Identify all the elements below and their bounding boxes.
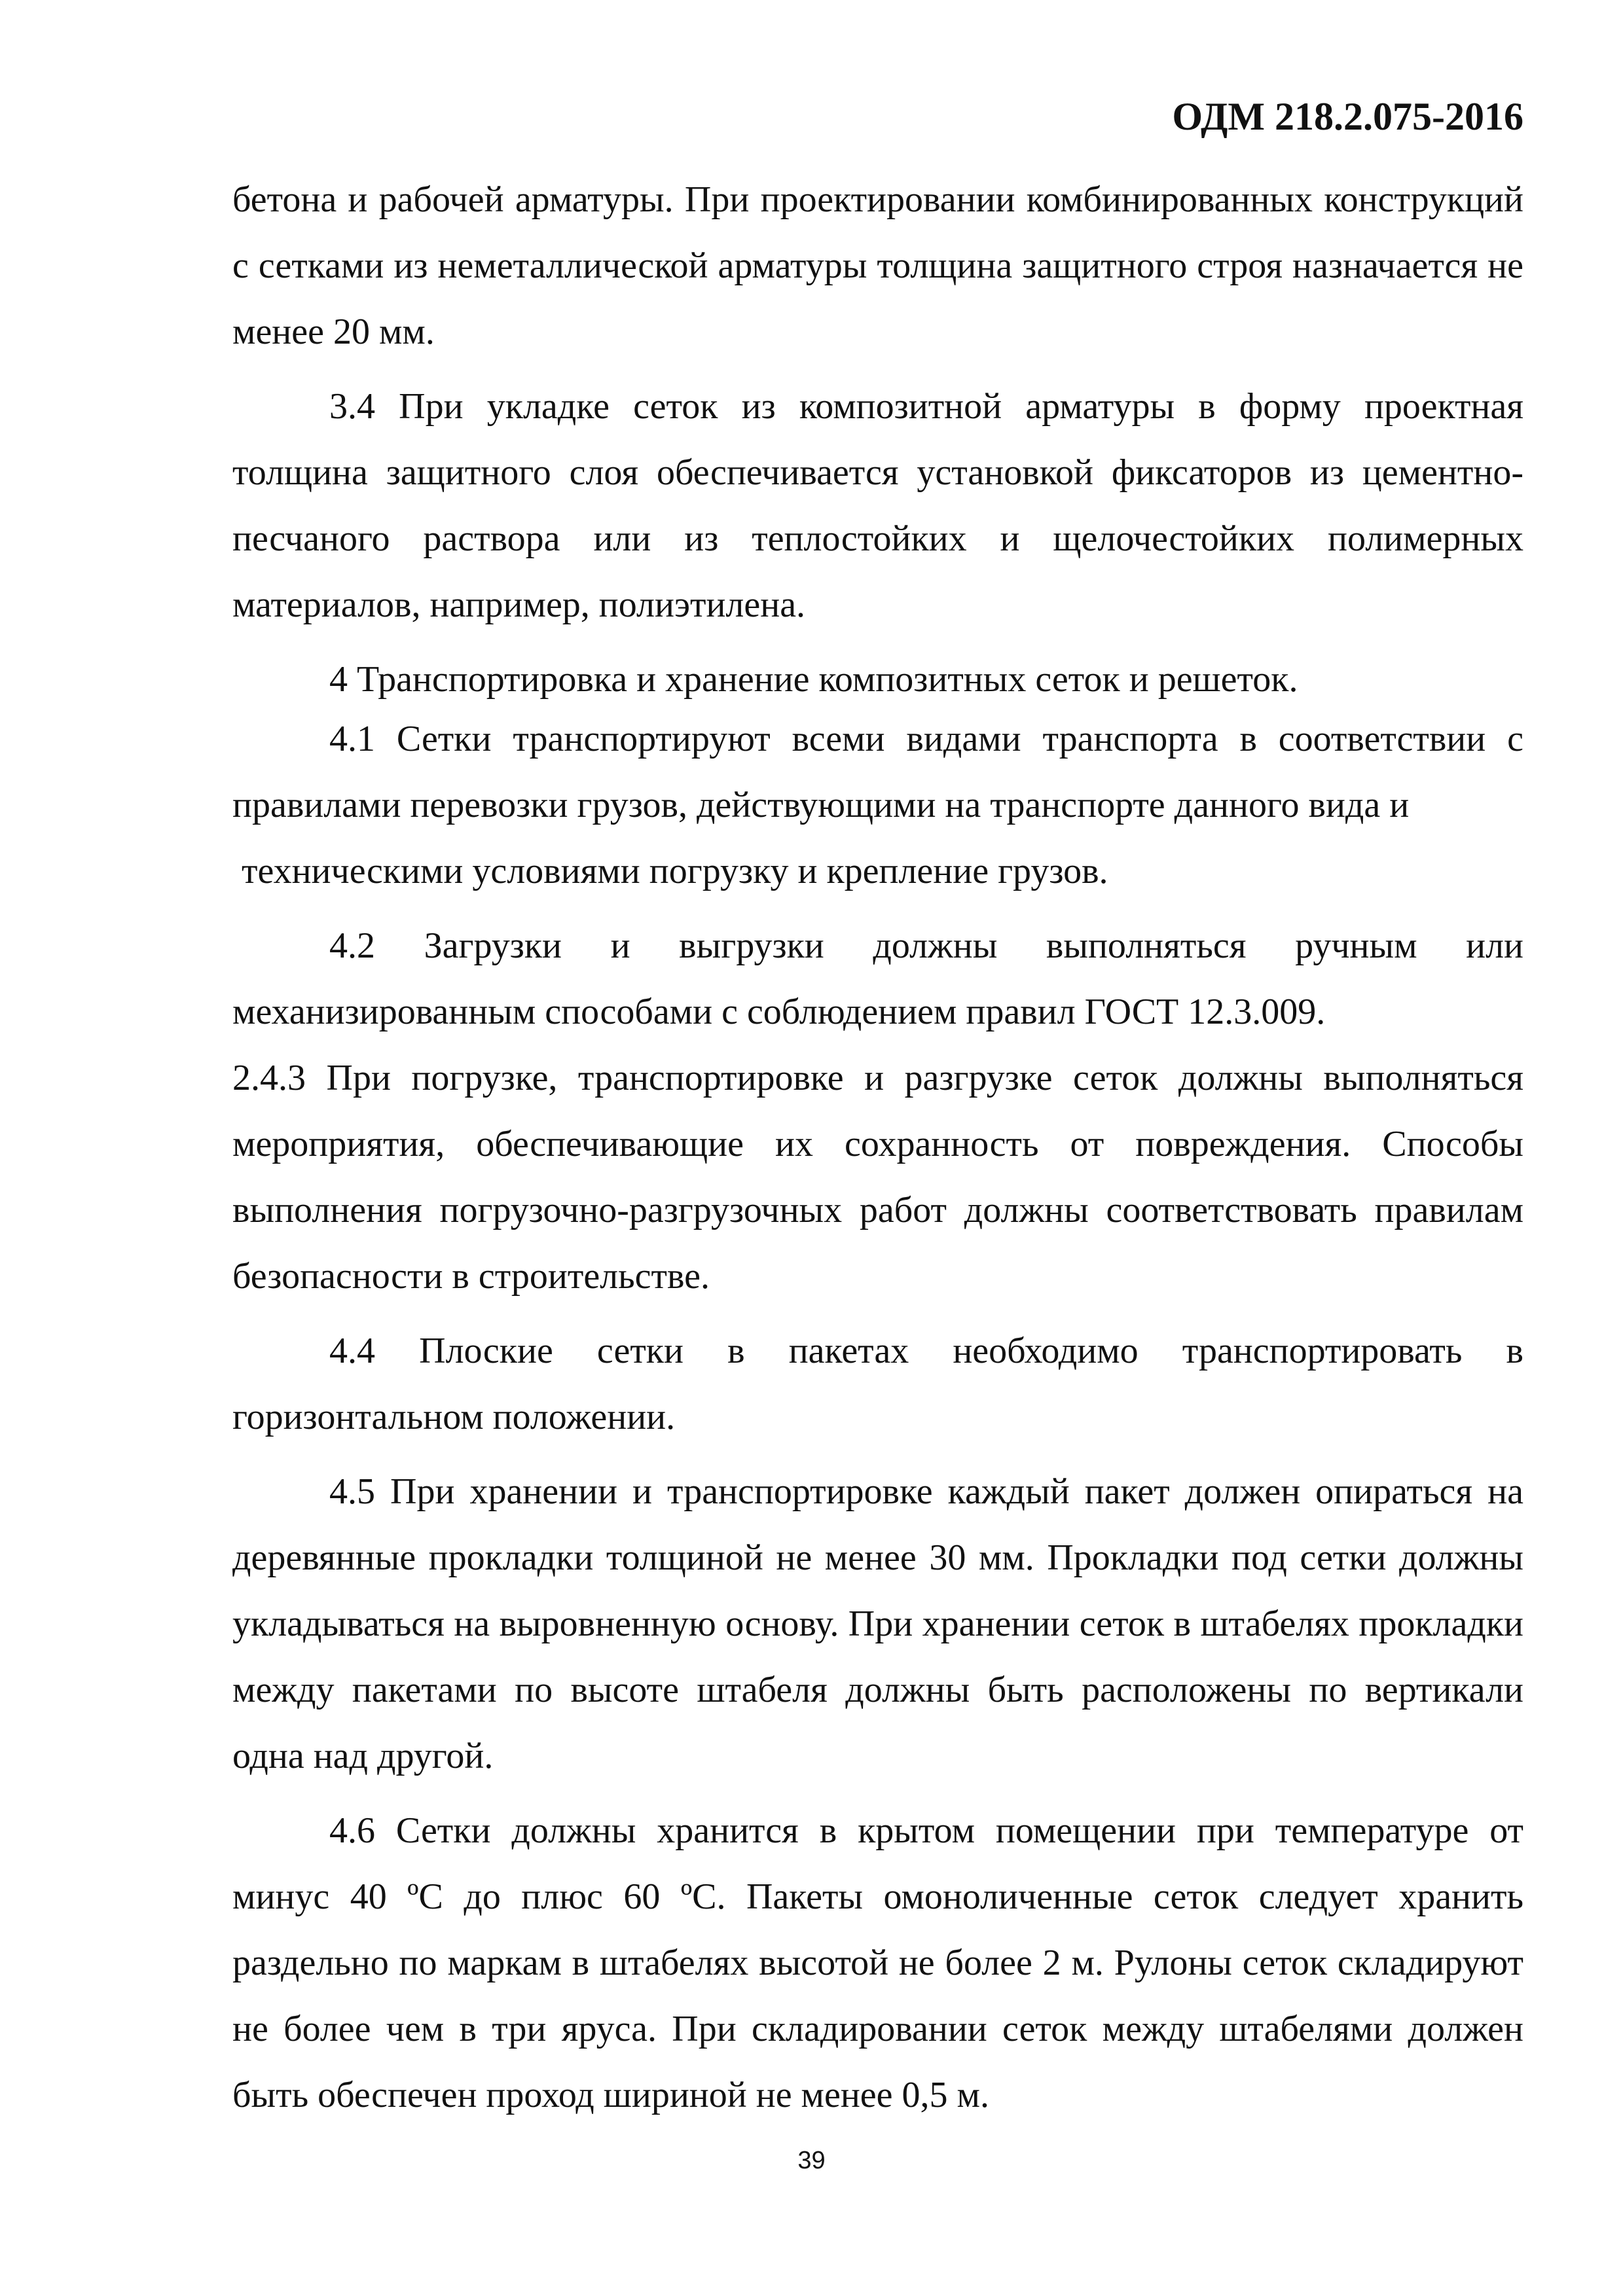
paragraph-4-4: 4.4 Плоские сетки в пакетах необходимо транспортировать в горизонтальном положении. xyxy=(232,1331,1523,1437)
paragraph-4-1-line-3: техническими условиями погрузку и крепление грузов. xyxy=(232,851,1108,891)
paragraph-3-4: 3.4 При укладке сеток из композитной арматуры в форму проектная толщина защитного слоя обеспечивается установкой фиксаторов из цементно-песчаного раствора или из теплостойких и щелочестойких полимерных материалов, например, полиэтилена. xyxy=(232,386,1523,625)
paragraph-4-2: 4.2 Загрузки и выгрузки должны выполняться ручным или механизированным способами с соблюдением правил ГОСТ 12.3.009. xyxy=(232,925,1523,1032)
document-code: ОДМ 218.2.075-2016 xyxy=(1172,95,1523,138)
section-heading-4: 4 Транспортировка и хранение композитных сеток и решеток. xyxy=(329,659,1298,700)
paragraph-4-5: 4.5 При хранении и транспортировке каждый пакет должен опираться на деревянные прокладки толщиной не менее 30 мм. Прокладки под сетки должны укладываться на выровненную основу. При хранении сеток в штабелях прокладки между пакетами по высоте штабеля должны быть расположены по вертикали одна над другой. xyxy=(232,1471,1523,1776)
paragraph-4-1-line-1: 4.1 Сетки транспортируют всеми видами транспорта в соответствии с xyxy=(329,719,1523,759)
paragraph-4-6: 4.6 Сетки должны хранится в крытом помещении при температуре от минус 40 ºС до плюс 60 ºС. Пакеты омоноличенные сеток следует хранить раздельно по маркам в штабелях высотой не более 2 м. Рулоны сеток складируют не более чем в три яруса. При складировании сеток между штабелями должен быть обеспечен проход шириной не менее 0,5 м. xyxy=(232,1810,1523,2115)
page-number: 39 xyxy=(797,2147,826,2174)
paragraph-2-4-3: 2.4.3 При погрузке, транспортировке и разгрузке сеток должны выполняться мероприятия, обеспечивающие их сохранность от повреждения. Способы выполнения погрузочно-разгрузочных работ должны соответствовать правилам безопасности в строительстве. xyxy=(232,1058,1523,1297)
document-body xyxy=(232,167,1523,2128)
paragraph-4-1-line-2: правилами перевозки грузов, действующими на транспорте данного вида и xyxy=(232,785,1410,825)
paragraph-continuation: бетона и рабочей арматуры. При проектировании комбинированных конструкций с сетками из неметаллической арматуры толщина защитного строя назначается не менее 20 мм. xyxy=(232,179,1523,352)
paragraph-4-1 xyxy=(232,706,1523,905)
